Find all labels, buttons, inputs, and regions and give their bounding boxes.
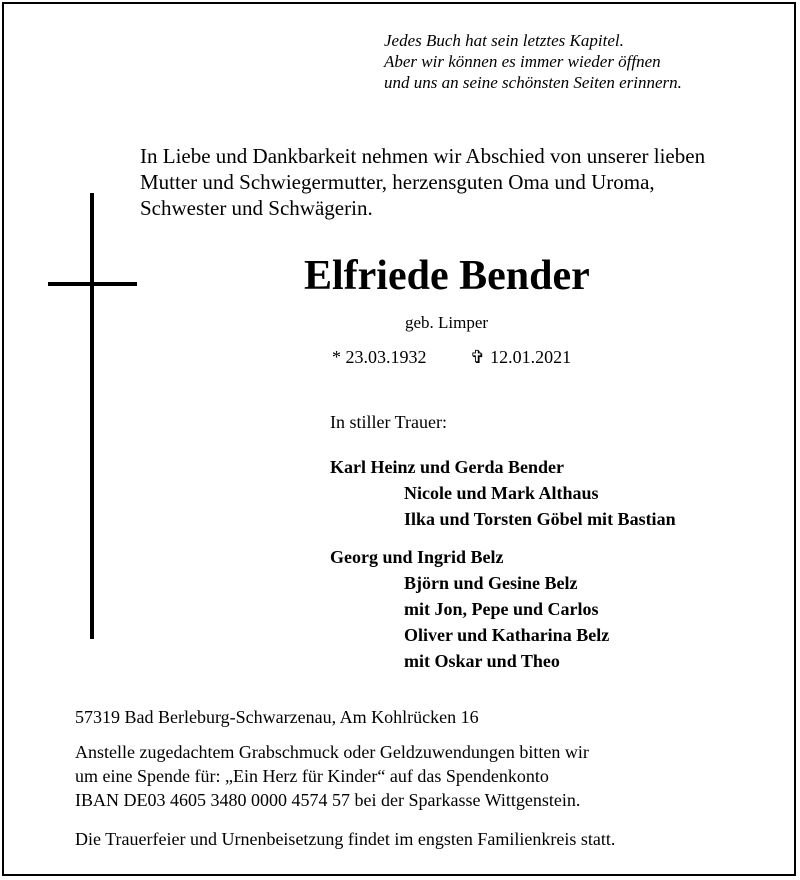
donation-line: um eine Spende für: „Ein Herz für Kinder“ auf das Spendenkonto: [75, 766, 549, 786]
cross-symbol-icon: ✞: [470, 347, 486, 367]
motto-quote: [384, 30, 682, 93]
family-member: Björn und Gesine Belz: [404, 573, 578, 593]
donation-line: Anstelle zugedachtem Grabschmuck oder Geldzuwendungen bitten wir: [75, 742, 589, 762]
family-member: Nicole und Mark Althaus: [404, 483, 599, 503]
family-group: [330, 544, 609, 674]
intro-line: Schwester und Schwägerin.: [140, 196, 373, 220]
intro-line: Mutter und Schwiegermutter, herzensguten Oma und Uroma,: [140, 170, 655, 194]
intro-text: [140, 143, 705, 221]
motto-line: und uns an seine schönsten Seiten erinnern.: [384, 73, 682, 92]
death-date: 12.01.2021: [490, 347, 572, 367]
family-head: Georg und Ingrid Belz: [330, 547, 504, 567]
motto-line: Jedes Buch hat sein letztes Kapitel.: [384, 31, 624, 50]
intro-line: In Liebe und Dankbarkeit nehmen wir Abschied von unserer lieben: [140, 144, 706, 168]
death-date-group: [470, 345, 571, 369]
birth-date: * 23.03.1932: [332, 347, 427, 367]
family-member: Oliver und Katharina Belz: [404, 625, 610, 645]
donation-line: IBAN DE03 4605 3480 0000 4574 57 bei der Sparkasse Wittgenstein.: [75, 790, 581, 810]
donation-note: [75, 740, 589, 812]
address: 57319 Bad Berleburg-Schwarzenau, Am Kohlrücken 16: [75, 707, 479, 727]
maiden-name: geb. Limper: [405, 313, 489, 332]
funeral-note: Die Trauerfeier und Urnenbeisetzung findet im engsten Familienkreis statt.: [75, 829, 616, 849]
motto-line: Aber wir können es immer wieder öffnen: [384, 52, 661, 71]
cross-vertical-bar: [90, 193, 94, 639]
family-member: Ilka und Torsten Göbel mit Bastian: [404, 509, 676, 529]
family-group: [330, 454, 676, 532]
family-member: mit Jon, Pepe und Carlos: [404, 599, 599, 619]
family-member: mit Oskar und Theo: [404, 651, 560, 671]
mourning-label: In stiller Trauer:: [330, 412, 447, 432]
cross-horizontal-bar: [48, 282, 137, 286]
family-head: Karl Heinz und Gerda Bender: [330, 457, 564, 477]
deceased-name: Elfriede Bender: [304, 253, 590, 299]
